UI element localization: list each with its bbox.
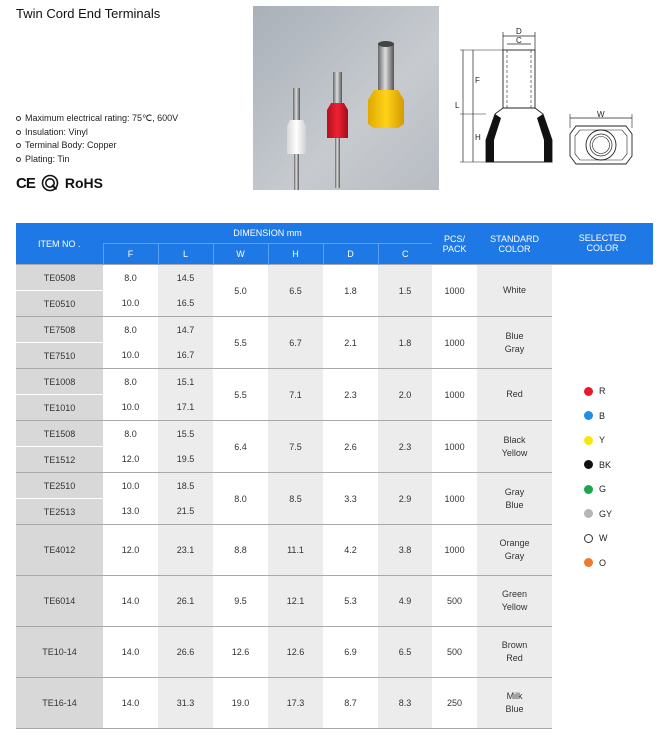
- color-dot-icon: [584, 411, 593, 420]
- cell-standard-color: Black Yellow: [477, 421, 552, 473]
- cell-c: 4.9: [378, 576, 432, 627]
- legend-item: R: [584, 379, 612, 404]
- cell-l: 15.5: [158, 421, 213, 447]
- spec-item: Plating: Tin: [16, 153, 178, 167]
- cell-standard-color: Gray Blue: [477, 473, 552, 525]
- cell-h: 7.1: [268, 369, 323, 421]
- cell-f: 14.0: [103, 576, 158, 627]
- bullet-icon: [16, 116, 21, 121]
- cell-h: 6.7: [268, 317, 323, 369]
- cell-d: 2.1: [323, 317, 378, 369]
- legend-item: GY: [584, 502, 612, 527]
- cell-l: 15.1: [158, 369, 213, 395]
- cell-f: 8.0: [103, 421, 158, 447]
- cell-standard-color: Red: [477, 369, 552, 421]
- bullet-icon: [16, 130, 21, 135]
- spec-item: Terminal Body: Copper: [16, 139, 178, 153]
- legend-item: BK: [584, 453, 612, 478]
- cell-f: 10.0: [103, 473, 158, 499]
- cell-l: 17.1: [158, 395, 213, 421]
- cell-f: 8.0: [103, 265, 158, 291]
- cell-d: 2.6: [323, 421, 378, 473]
- cell-item-no: TE6014: [16, 576, 103, 627]
- cell-w: 19.0: [213, 678, 268, 729]
- cell-l: 16.7: [158, 343, 213, 369]
- cell-d: 2.3: [323, 369, 378, 421]
- cell-f: 10.0: [103, 395, 158, 421]
- cell-w: 8.0: [213, 473, 268, 525]
- cell-c: 2.0: [378, 369, 432, 421]
- header-standard-color: STANDARD COLOR: [477, 223, 552, 265]
- cell-item-no: TE1512: [16, 447, 103, 473]
- cell-f: 13.0: [103, 499, 158, 525]
- legend-item: B: [584, 404, 612, 429]
- cell-h: 8.5: [268, 473, 323, 525]
- cell-pcs: 1000: [432, 265, 477, 317]
- cell-f: 14.0: [103, 627, 158, 678]
- color-dot-icon: [584, 436, 593, 445]
- cell-d: 1.8: [323, 265, 378, 317]
- cell-h: 12.1: [268, 576, 323, 627]
- cell-c: 1.8: [378, 317, 432, 369]
- cell-standard-color: Orange Gray: [477, 525, 552, 576]
- cell-d: 4.2: [323, 525, 378, 576]
- header-w: W: [213, 244, 268, 265]
- cell-item-no: TE0510: [16, 291, 103, 317]
- cell-item-no: TE7510: [16, 343, 103, 369]
- cell-standard-color: Milk Blue: [477, 678, 552, 729]
- dim-label-w: W: [597, 110, 605, 119]
- cell-c: 8.3: [378, 678, 432, 729]
- color-dot-icon: [584, 558, 593, 567]
- cell-f: 10.0: [103, 343, 158, 369]
- dim-label-c: C: [516, 36, 522, 45]
- header-pcs-pack: PCS/ PACK: [432, 223, 477, 265]
- spec-list: [16, 112, 178, 166]
- cell-item-no: TE0508: [16, 265, 103, 291]
- cell-c: 6.5: [378, 627, 432, 678]
- cell-d: 8.7: [323, 678, 378, 729]
- dim-label-f: F: [475, 76, 480, 85]
- cell-w: 12.6: [213, 627, 268, 678]
- cell-standard-color: Blue Gray: [477, 317, 552, 369]
- cell-l: 18.5: [158, 473, 213, 499]
- color-dot-icon: [584, 485, 593, 494]
- header-c: C: [378, 244, 432, 265]
- cell-standard-color: Brown Red: [477, 627, 552, 678]
- color-legend: [584, 379, 612, 575]
- cell-item-no: TE1508: [16, 421, 103, 447]
- ce-mark: CE: [16, 174, 35, 192]
- cell-f: 12.0: [103, 525, 158, 576]
- dimension-drawing: [446, 28, 656, 178]
- cell-pcs: 250: [432, 678, 477, 729]
- header-selected-color: SELECTED COLOR: [552, 223, 653, 265]
- cell-pcs: 1000: [432, 369, 477, 421]
- cell-item-no: TE16-14: [16, 678, 103, 729]
- dim-label-h: H: [475, 133, 481, 142]
- cell-w: 8.8: [213, 525, 268, 576]
- cell-f: 8.0: [103, 369, 158, 395]
- dim-label-l: L: [455, 101, 460, 110]
- bullet-icon: [16, 143, 21, 148]
- cell-item-no: TE7508: [16, 317, 103, 343]
- legend-item: O: [584, 551, 612, 576]
- cell-d: 6.9: [323, 627, 378, 678]
- cell-w: 5.5: [213, 317, 268, 369]
- cell-standard-color: Green Yellow: [477, 576, 552, 627]
- table-row: [16, 265, 653, 291]
- cell-d: 5.3: [323, 576, 378, 627]
- cell-l: 21.5: [158, 499, 213, 525]
- cell-f: 14.0: [103, 678, 158, 729]
- spec-item: Insulation: Vinyl: [16, 126, 178, 140]
- cell-l: 26.6: [158, 627, 213, 678]
- legend-item: Y: [584, 428, 612, 453]
- cell-pcs: 500: [432, 627, 477, 678]
- page-title: Twin Cord End Terminals: [16, 6, 161, 21]
- cell-c: 2.3: [378, 421, 432, 473]
- header-d: D: [323, 244, 378, 265]
- certification-logos: [16, 174, 103, 192]
- header-dimension: DIMENSION mm: [103, 223, 432, 244]
- cell-w: 6.4: [213, 421, 268, 473]
- legend-item: G: [584, 477, 612, 502]
- cell-w: 9.5: [213, 576, 268, 627]
- header-h: H: [268, 244, 323, 265]
- cell-c: 3.8: [378, 525, 432, 576]
- cell-h: 6.5: [268, 265, 323, 317]
- cell-d: 3.3: [323, 473, 378, 525]
- cell-item-no: TE1008: [16, 369, 103, 395]
- cell-l: 14.7: [158, 317, 213, 343]
- product-photo: [253, 6, 439, 190]
- cell-h: 17.3: [268, 678, 323, 729]
- cell-item-no: TE4012: [16, 525, 103, 576]
- cell-w: 5.0: [213, 265, 268, 317]
- specification-table: [16, 223, 653, 729]
- cell-f: 12.0: [103, 447, 158, 473]
- cell-item-no: TE1010: [16, 395, 103, 421]
- cell-f: 8.0: [103, 317, 158, 343]
- color-dot-icon: [584, 387, 593, 396]
- cell-l: 31.3: [158, 678, 213, 729]
- cell-pcs: 500: [432, 576, 477, 627]
- quality-seal-icon: [41, 174, 59, 192]
- cell-item-no: TE2510: [16, 473, 103, 499]
- cell-h: 12.6: [268, 627, 323, 678]
- color-dot-icon: [584, 460, 593, 469]
- cell-item-no: TE10-14: [16, 627, 103, 678]
- cell-h: 11.1: [268, 525, 323, 576]
- color-dot-icon: [584, 534, 593, 543]
- header-item-no: ITEM NO .: [16, 223, 103, 265]
- cell-l: 23.1: [158, 525, 213, 576]
- cell-item-no: TE2513: [16, 499, 103, 525]
- cell-w: 5.5: [213, 369, 268, 421]
- cell-l: 14.5: [158, 265, 213, 291]
- cell-c: 1.5: [378, 265, 432, 317]
- cell-l: 26.1: [158, 576, 213, 627]
- cell-c: 2.9: [378, 473, 432, 525]
- cell-standard-color: White: [477, 265, 552, 317]
- cell-pcs: 1000: [432, 473, 477, 525]
- cell-l: 16.5: [158, 291, 213, 317]
- cell-pcs: 1000: [432, 421, 477, 473]
- header-l: L: [158, 244, 213, 265]
- bullet-icon: [16, 157, 21, 162]
- cell-pcs: 1000: [432, 525, 477, 576]
- cell-l: 19.5: [158, 447, 213, 473]
- spec-item: Maximum electrical rating: 75℃, 600V: [16, 112, 178, 126]
- header-f: F: [103, 244, 158, 265]
- legend-item: W: [584, 526, 612, 551]
- dim-label-d: D: [516, 28, 522, 36]
- rohs-mark: RoHS: [64, 175, 103, 191]
- cell-pcs: 1000: [432, 317, 477, 369]
- cell-f: 10.0: [103, 291, 158, 317]
- color-dot-icon: [584, 509, 593, 518]
- cell-h: 7.5: [268, 421, 323, 473]
